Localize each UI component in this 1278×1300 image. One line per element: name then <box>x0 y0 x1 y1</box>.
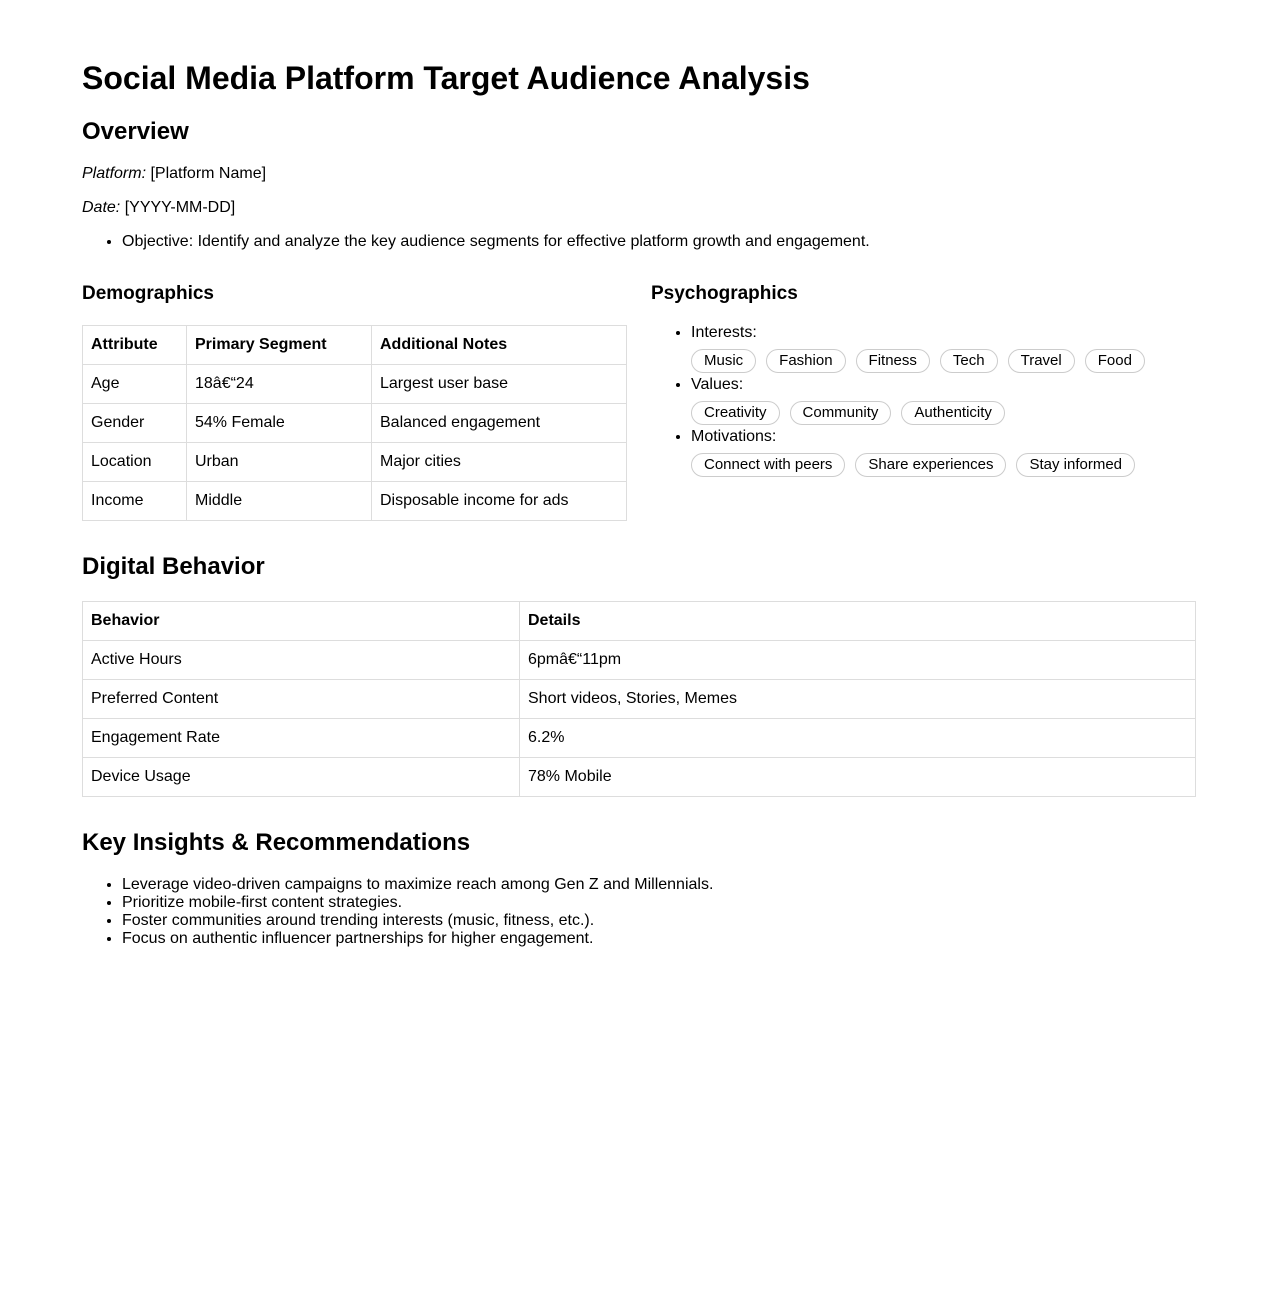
table-row <box>83 719 1196 758</box>
table-cell: Age <box>83 365 187 404</box>
list-item: • Leverage video-driven campaigns to maximize reach among Gen Z and Millennials. <box>122 876 713 894</box>
tag: Fashion <box>766 349 845 373</box>
tag: Community <box>790 401 892 425</box>
table-cell: 18â€“24 <box>187 365 372 404</box>
table-cell: Urban <box>187 443 372 482</box>
group-label: Motivations: <box>691 428 777 445</box>
tag: Authenticity <box>901 401 1005 425</box>
list-item: • Prioritize mobile-first content strategies. <box>122 894 713 912</box>
tag: Music <box>691 349 756 373</box>
psychographics-group-motivations <box>691 427 1231 477</box>
table-cell: Balanced engagement <box>372 404 627 443</box>
psychographics-group-values <box>691 375 1231 425</box>
table-cell: Major cities <box>372 443 627 482</box>
demographics-table <box>82 325 627 521</box>
table-cell: 6.2% <box>520 719 1196 758</box>
psychographics-group-interests <box>691 323 1231 373</box>
table-cell: Income <box>83 482 187 521</box>
table-row <box>83 758 1196 797</box>
motivation-tags <box>691 453 1231 477</box>
column-header: Additional Notes <box>372 326 627 365</box>
table-cell: Active Hours <box>83 641 520 680</box>
psychographics-heading: Psychographics <box>651 283 798 304</box>
tag: Food <box>1085 349 1145 373</box>
table-cell: Middle <box>187 482 372 521</box>
demographics-heading: Demographics <box>82 283 214 304</box>
platform-label: Platform: <box>82 165 147 182</box>
table-row <box>83 443 627 482</box>
table-cell: Device Usage <box>83 758 520 797</box>
value-tags <box>691 401 1231 425</box>
table-cell: Gender <box>83 404 187 443</box>
table-cell: 6pmâ€“11pm <box>520 641 1196 680</box>
table-header-row <box>83 326 627 365</box>
table-row <box>83 404 627 443</box>
table-cell: Largest user base <box>372 365 627 404</box>
column-header: Details <box>520 602 1196 641</box>
column-header: Primary Segment <box>187 326 372 365</box>
tag: Travel <box>1008 349 1075 373</box>
psychographics-list <box>651 323 1231 479</box>
tag: Fitness <box>856 349 930 373</box>
date-line <box>82 198 235 218</box>
table-cell: Short videos, Stories, Memes <box>520 680 1196 719</box>
table-cell: Disposable income for ads <box>372 482 627 521</box>
column-header: Attribute <box>83 326 187 365</box>
interest-tags <box>691 349 1231 373</box>
digital-behavior-heading: Digital Behavior <box>82 553 265 580</box>
page-title: Social Media Platform Target Audience Analysis <box>82 60 810 96</box>
overview-heading: Overview <box>82 118 189 145</box>
tag: Tech <box>940 349 998 373</box>
table-cell: 54% Female <box>187 404 372 443</box>
tag: Connect with peers <box>691 453 845 477</box>
group-label: Values: <box>691 376 744 393</box>
tag: Stay informed <box>1016 453 1135 477</box>
table-cell: Preferred Content <box>83 680 520 719</box>
insights-list <box>82 876 713 948</box>
insights-heading: Key Insights & Recommendations <box>82 829 471 856</box>
list-item: • Focus on authentic influencer partnerships for higher engagement. <box>122 930 713 948</box>
tag: Creativity <box>691 401 780 425</box>
date-value: [YYYY-MM-DD] <box>124 199 236 216</box>
objective-item: • Objective: Identify and analyze the key audience segments for effective platform growth and engagement. <box>122 232 870 252</box>
platform-value: [Platform Name] <box>150 165 267 182</box>
table-row <box>83 680 1196 719</box>
objective-list <box>82 232 870 252</box>
column-header: Behavior <box>83 602 520 641</box>
tag: Share experiences <box>855 453 1006 477</box>
table-cell: 78% Mobile <box>520 758 1196 797</box>
list-item: • Foster communities around trending interests (music, fitness, etc.). <box>122 912 713 930</box>
table-cell: Engagement Rate <box>83 719 520 758</box>
table-row <box>83 641 1196 680</box>
platform-line <box>82 164 266 184</box>
digital-behavior-table <box>82 601 1196 797</box>
table-row <box>83 365 627 404</box>
table-row <box>83 482 627 521</box>
table-cell: Location <box>83 443 187 482</box>
group-label: Interests: <box>691 324 757 341</box>
table-header-row <box>83 602 1196 641</box>
date-label: Date: <box>82 199 121 216</box>
